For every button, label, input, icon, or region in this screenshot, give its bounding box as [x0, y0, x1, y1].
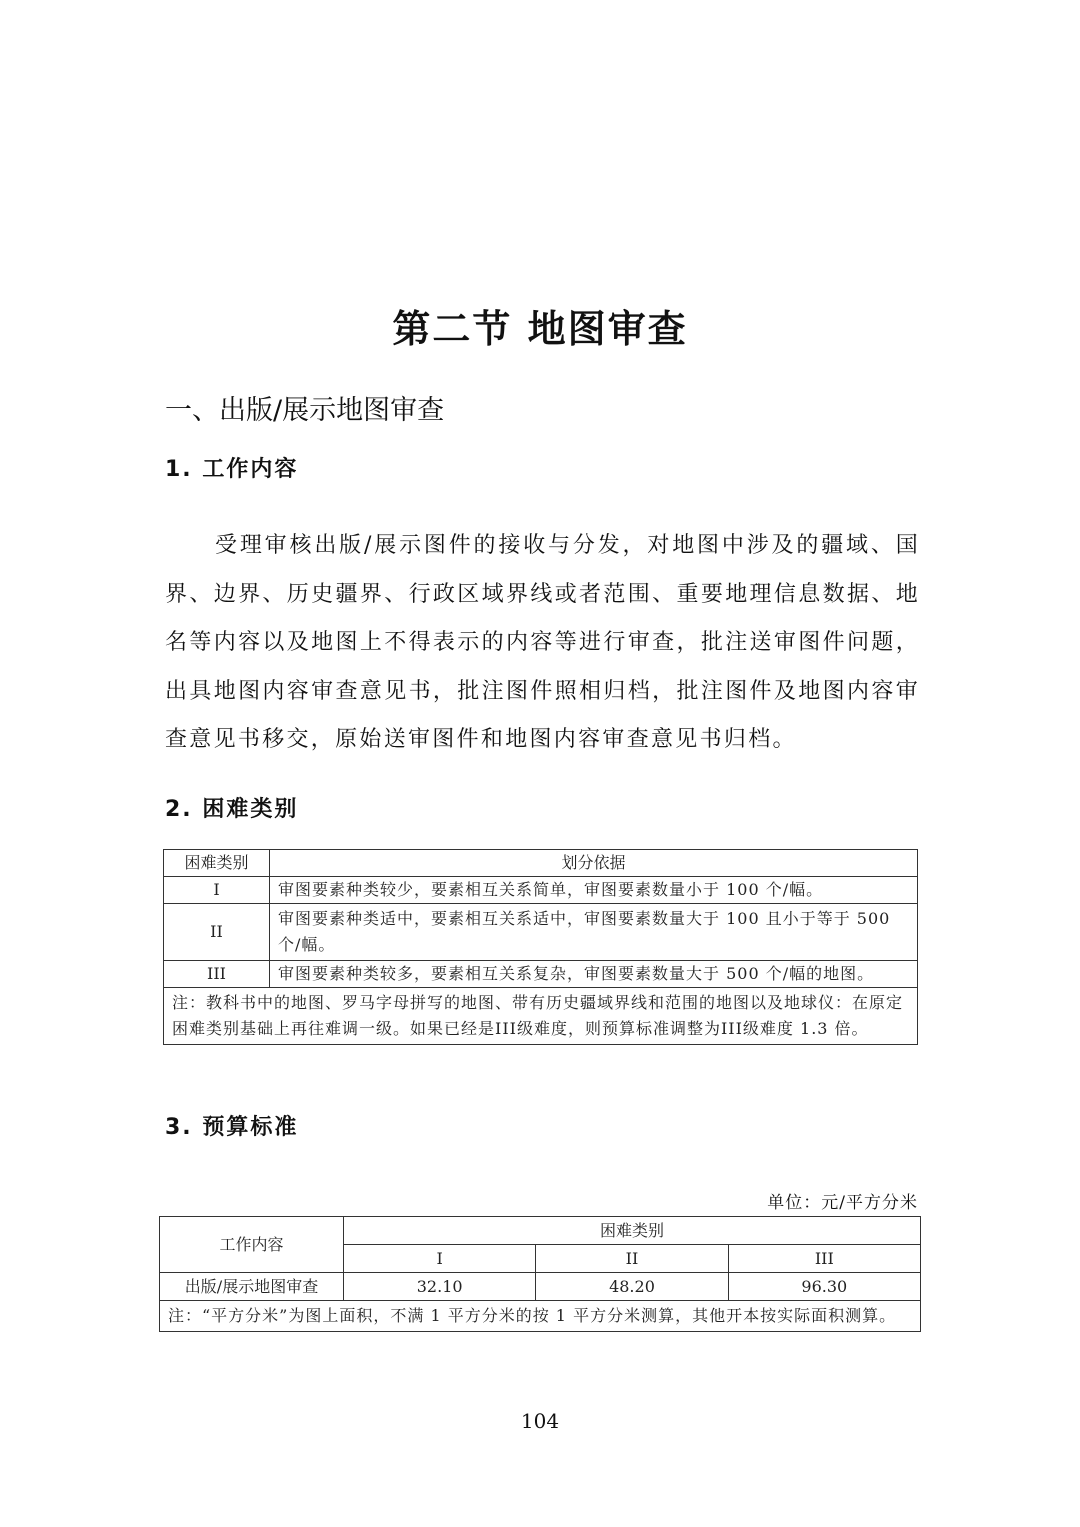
difficulty-criteria: 审图要素种类适中，要素相互关系适中，审图要素数量大于 100 且小于等于 500 个/幅。 [270, 904, 918, 961]
table-note-row [164, 988, 918, 1045]
difficulty-level: II [164, 904, 270, 961]
table-note-row [160, 1301, 921, 1332]
sub-heading: 一、出版/展示地图审查 [165, 395, 445, 426]
difficulty-criteria: 审图要素种类较少，要素相互关系简单，审图要素数量小于 100 个/幅。 [270, 877, 918, 904]
unit-label: 单位：元/平方分米 [767, 1193, 918, 1213]
table-row [164, 904, 918, 961]
table-row [160, 1273, 921, 1301]
budget-value: 32.10 [344, 1273, 536, 1301]
difficulty-note: 注：教科书中的地图、罗马字母拼写的地图、带有历史疆域界线和范围的地图以及地球仪：在原定困难类别基础上再往难调一级。如果已经是III级难度，则预算标准调整为III级难度 1.3 倍。 [164, 988, 918, 1045]
table-header-cell: 困难类别 [344, 1217, 921, 1245]
difficulty-table [163, 849, 918, 1045]
table-header-cell: 划分依据 [270, 850, 918, 877]
table-header-row [164, 850, 918, 877]
table-header-row [160, 1217, 921, 1245]
difficulty-level: III [728, 1245, 920, 1273]
table-header-cell: 困难类别 [164, 850, 270, 877]
budget-value: 48.20 [536, 1273, 728, 1301]
difficulty-criteria: 审图要素种类较多，要素相互关系复杂，审图要素数量大于 500 个/幅的地图。 [270, 961, 918, 988]
table-row [164, 961, 918, 988]
table-row [164, 877, 918, 904]
table-header-cell: 工作内容 [160, 1217, 344, 1273]
heading-difficulty: 2. 困难类别 [165, 797, 299, 822]
page-number: 104 [520, 1409, 560, 1433]
work-content-paragraph: 受理审核出版/展示图件的接收与分发，对地图中涉及的疆域、国界、边界、历史疆界、行政区域界线或者范围、重要地理信息数据、地名等内容以及地图上不得表示的内容等进行审查，批注送审图件问题，出具地图内容审查意见书，批注图件照相归档，批注图件及地图内容审查意见书移交，原始送审图件和地图内容审查意见书归档。 [165, 533, 920, 752]
difficulty-level: I [164, 877, 270, 904]
section-title: 第二节 地图审查 [392, 307, 688, 351]
difficulty-level: III [164, 961, 270, 988]
budget-value: 96.30 [728, 1273, 920, 1301]
difficulty-level: I [344, 1245, 536, 1273]
budget-table [159, 1216, 921, 1332]
budget-note: 注：“平方分米”为图上面积，不满 1 平方分米的按 1 平方分米测算，其他开本按实际面积测算。 [160, 1301, 921, 1332]
difficulty-level: II [536, 1245, 728, 1273]
heading-budget: 3. 预算标准 [165, 1115, 299, 1140]
heading-work-content: 1. 工作内容 [165, 457, 299, 482]
row-label: 出版/展示地图审查 [160, 1273, 344, 1301]
